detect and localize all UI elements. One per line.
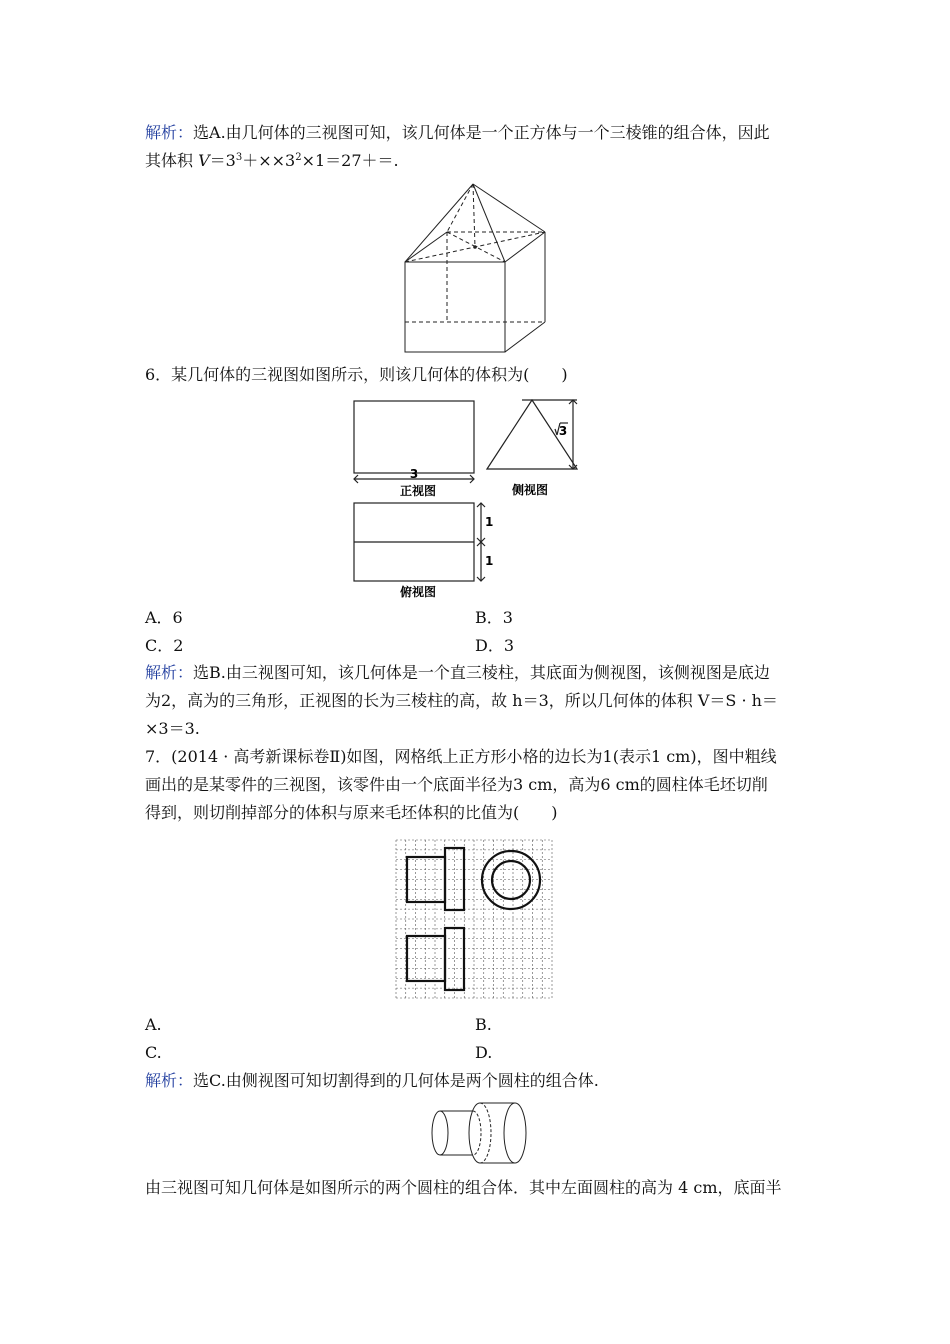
q7-stem-line1: 7．(2014 · 高考新课标卷Ⅱ)如图，网格纸上正方形小格的边长为1(表示1 cm)，图中粗线 [145, 747, 777, 766]
q7-solution-line1: 解析：选C.由侧视图可知切割得到的几何体是两个圆柱的组合体. [145, 1071, 599, 1090]
q6-solution-line2: 为2，高为的三角形，正视图的长为三棱柱的高，故 h＝3，所以几何体的体积 V＝S · h＝ [145, 691, 778, 710]
q6-solution-line1: 解析：选B.由三视图可知，该几何体是一个直三棱柱，其底面为侧视图，该侧视图是底边 [145, 663, 770, 682]
side-view-label: 侧视图 [511, 483, 549, 497]
continuation-text: 由三视图可知几何体是如图所示的两个圆柱的组合体．其中左面圆柱的高为 4 cm，底面半 [145, 1178, 782, 1197]
q5-solution-line1 [145, 122, 770, 144]
q6-option-a: A．6 [145, 608, 183, 627]
q6-stem: 6．某几何体的三视图如图所示，则该几何体的体积为( ) [145, 365, 568, 384]
q6-option-c: C．2 [145, 636, 184, 655]
q6-three-views [350, 395, 590, 605]
q7-stem-line2: 画出的是某零件的三视图，该零件由一个底面半径为3 cm，高为6 cm的圆柱体毛坯切削 [145, 775, 768, 794]
q6-option-d: D．3 [475, 636, 515, 655]
two-cylinders-figure [425, 1100, 530, 1165]
dim-height: 3 [558, 424, 568, 438]
q7-grid-three-views [396, 840, 552, 998]
top-view-label: 俯视图 [399, 585, 437, 599]
front-view-label: 正视图 [399, 484, 437, 498]
solution-text: 选A.由几何体的三视图可知，该几何体是一个正方体与一个三棱锥的组合体，因此 [193, 123, 770, 142]
dim-width: 3 [409, 467, 419, 481]
q6-option-b: B．3 [475, 608, 513, 627]
q7-option-c: C. [145, 1043, 162, 1062]
q7-option-d: D. [475, 1043, 493, 1062]
dim-depth-2: 1 [485, 554, 494, 568]
q7-stem-line3: 得到，则切削掉部分的体积与原来毛坯体积的比值为( ) [145, 803, 558, 822]
q5-solution-line2: 其体积 $V=3^3+\times\times 3^2\times 1=27+=$. [145, 151, 399, 170]
dim-depth-1: 1 [485, 515, 494, 529]
q6-solution-line3: ×3＝3. [145, 719, 200, 738]
solution-label: 解析： [145, 123, 194, 142]
cube-pyramid-figure [395, 180, 555, 355]
q7-option-b: B. [475, 1015, 492, 1034]
q7-option-a: A. [145, 1015, 162, 1034]
